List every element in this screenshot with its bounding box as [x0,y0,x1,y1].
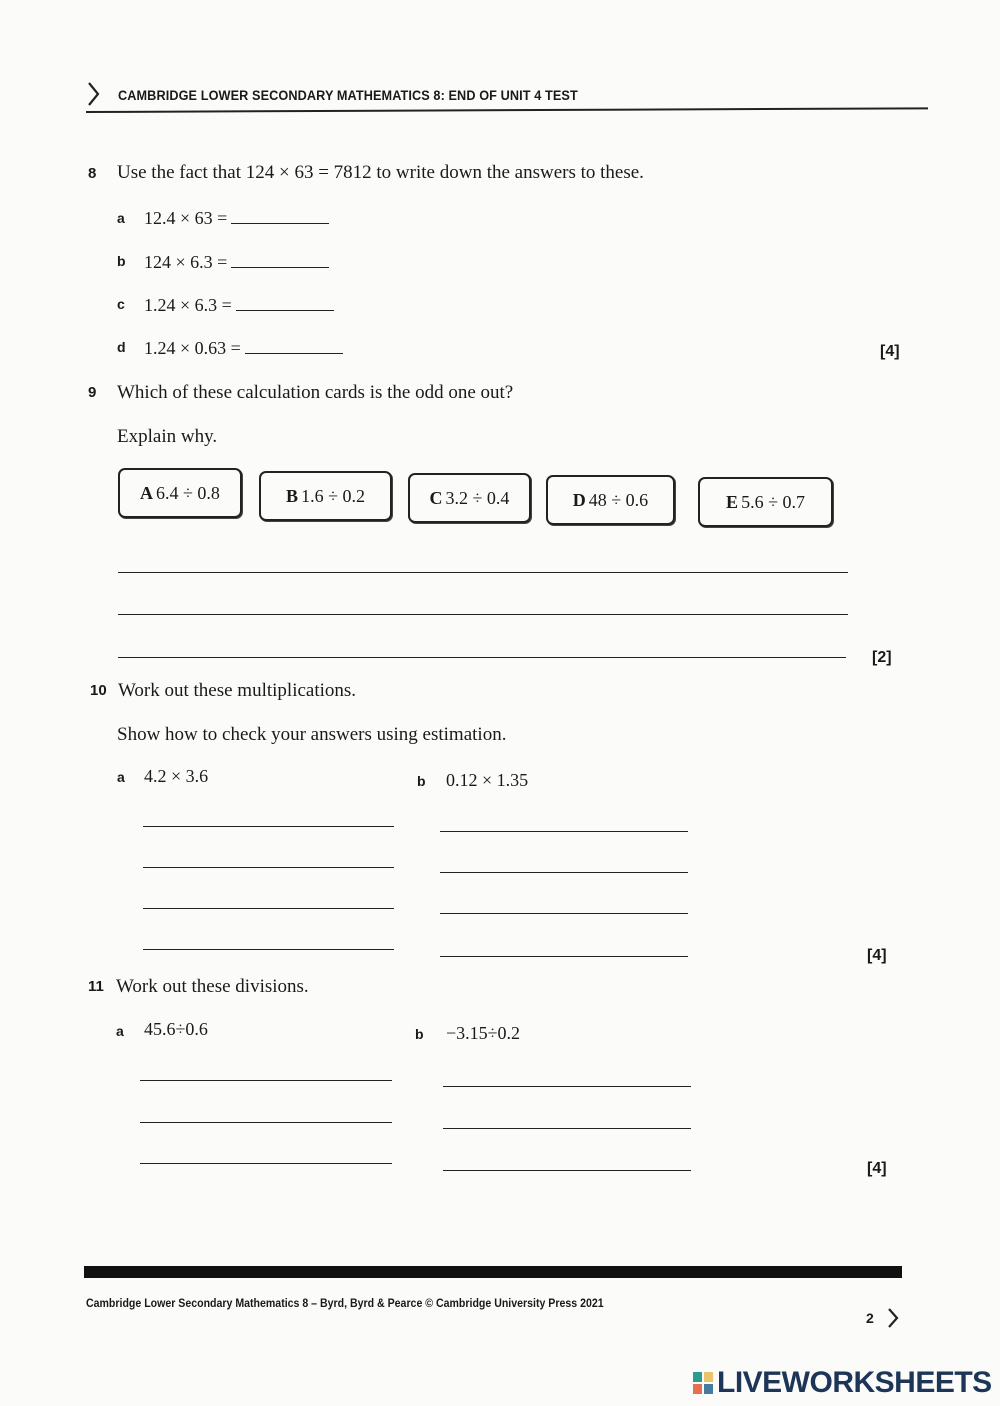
q10b-working-line-4[interactable] [440,956,688,957]
page-number: 2 [866,1310,874,1326]
q8-part-b-answer-blank[interactable] [231,249,329,268]
question-10-text: Work out these multiplications. [118,680,357,701]
card-b-letter: B [286,485,299,506]
q10-marks: [4] [867,947,887,964]
q10-part-a-expr: 4.2 × 3.6 [144,766,209,786]
card-d-expr: 48 ÷ 0.6 [588,489,649,510]
q10a-working-line-1[interactable] [143,826,394,827]
q8-part-d [144,335,343,359]
q11a-working-line-3[interactable] [140,1163,392,1164]
chevron-right-icon [886,1306,900,1330]
q8-part-c-expr: 1.24 × 6.3 = [144,295,232,315]
q9-answer-line-2[interactable] [118,614,848,615]
q9-answer-line-1[interactable] [118,572,848,573]
q8-part-c [144,292,334,316]
card-c[interactable] [408,473,531,523]
q8-part-c-answer-blank[interactable] [236,292,334,311]
liveworksheets-logo-icon [692,1370,714,1396]
card-a[interactable] [118,468,242,518]
card-d[interactable] [546,475,675,525]
q8-part-d-expr: 1.24 × 0.63 = [144,338,241,358]
q11-part-b-expr: −3.15÷0.2 [446,1023,521,1043]
card-e-letter: E [726,491,739,512]
q10a-working-line-2[interactable] [143,867,394,868]
footer-bar [84,1266,902,1278]
q8-part-b-label: b [117,253,126,269]
q8-part-a-answer-blank[interactable] [231,205,329,224]
q11b-working-line-2[interactable] [443,1128,691,1129]
q11a-working-line-1[interactable] [140,1080,392,1081]
question-10-number: 10 [90,682,107,699]
question-11-number: 11 [88,978,104,995]
card-e[interactable] [698,477,833,527]
question-8-number: 8 [88,165,97,182]
q10b-working-line-3[interactable] [440,913,688,914]
card-c-expr: 3.2 ÷ 0.4 [445,487,510,508]
q8-part-d-answer-blank[interactable] [245,335,343,354]
q9-marks: [2] [872,649,892,666]
q11b-working-line-3[interactable] [443,1170,691,1171]
q8-part-a-label: a [117,210,125,226]
q11b-working-line-1[interactable] [443,1086,691,1087]
q8-part-a [144,205,329,229]
q8-part-a-expr: 12.4 × 63 = [144,208,228,228]
q10-part-b-expr: 0.12 × 1.35 [446,770,529,790]
card-b-expr: 1.6 ÷ 0.2 [301,485,365,506]
q11-part-a-expr: 45.6÷0.6 [144,1019,208,1039]
card-d-letter: D [572,489,586,510]
card-e-expr: 5.6 ÷ 0.7 [741,491,805,512]
q8-marks: [4] [880,343,900,360]
card-a-expr: 6.4 ÷ 0.8 [156,482,220,503]
footer-credit: Cambridge Lower Secondary Mathematics 8 – Byrd, Byrd & Pearce © Cambridge University Press 2021 [86,1298,604,1310]
card-b[interactable] [259,471,392,521]
q10a-working-line-4[interactable] [143,949,394,950]
q10-part-b-label: b [417,773,426,789]
question-8-text: Use the fact that 124 × 63 = 7812 to write down the answers to these. [117,162,644,183]
header-title: CAMBRIDGE LOWER SECONDARY MATHEMATICS 8: END OF UNIT 4 TEST [118,88,578,103]
q11-part-b-label: b [415,1026,424,1042]
chevron-right-icon [86,80,102,108]
header-rule [86,107,928,113]
q10a-working-line-3[interactable] [143,908,394,909]
q11-marks: [4] [867,1160,887,1177]
q9-answer-line-3[interactable] [118,657,846,658]
q11-part-a-label: a [116,1023,124,1039]
q8-part-c-label: c [117,296,125,312]
question-11-text: Work out these divisions. [116,976,309,997]
card-c-letter: C [429,487,443,508]
question-9-text: Which of these calculation cards is the odd one out? [117,382,514,403]
q10-part-a-label: a [117,769,125,785]
q8-part-b [144,249,329,273]
question-10-subtext: Show how to check your answers using estimation. [117,724,507,745]
q10b-working-line-2[interactable] [440,872,688,873]
card-a-letter: A [140,482,154,503]
q8-part-b-expr: 124 × 6.3 = [144,252,228,272]
brand-name: LIVEWORKSHEETS [717,1366,992,1399]
question-9-subtext: Explain why. [117,426,218,447]
q8-part-d-label: d [117,339,126,355]
q11a-working-line-2[interactable] [140,1122,392,1123]
liveworksheets-brand[interactable] [692,1366,992,1400]
question-9-number: 9 [88,384,97,401]
q10b-working-line-1[interactable] [440,831,688,832]
